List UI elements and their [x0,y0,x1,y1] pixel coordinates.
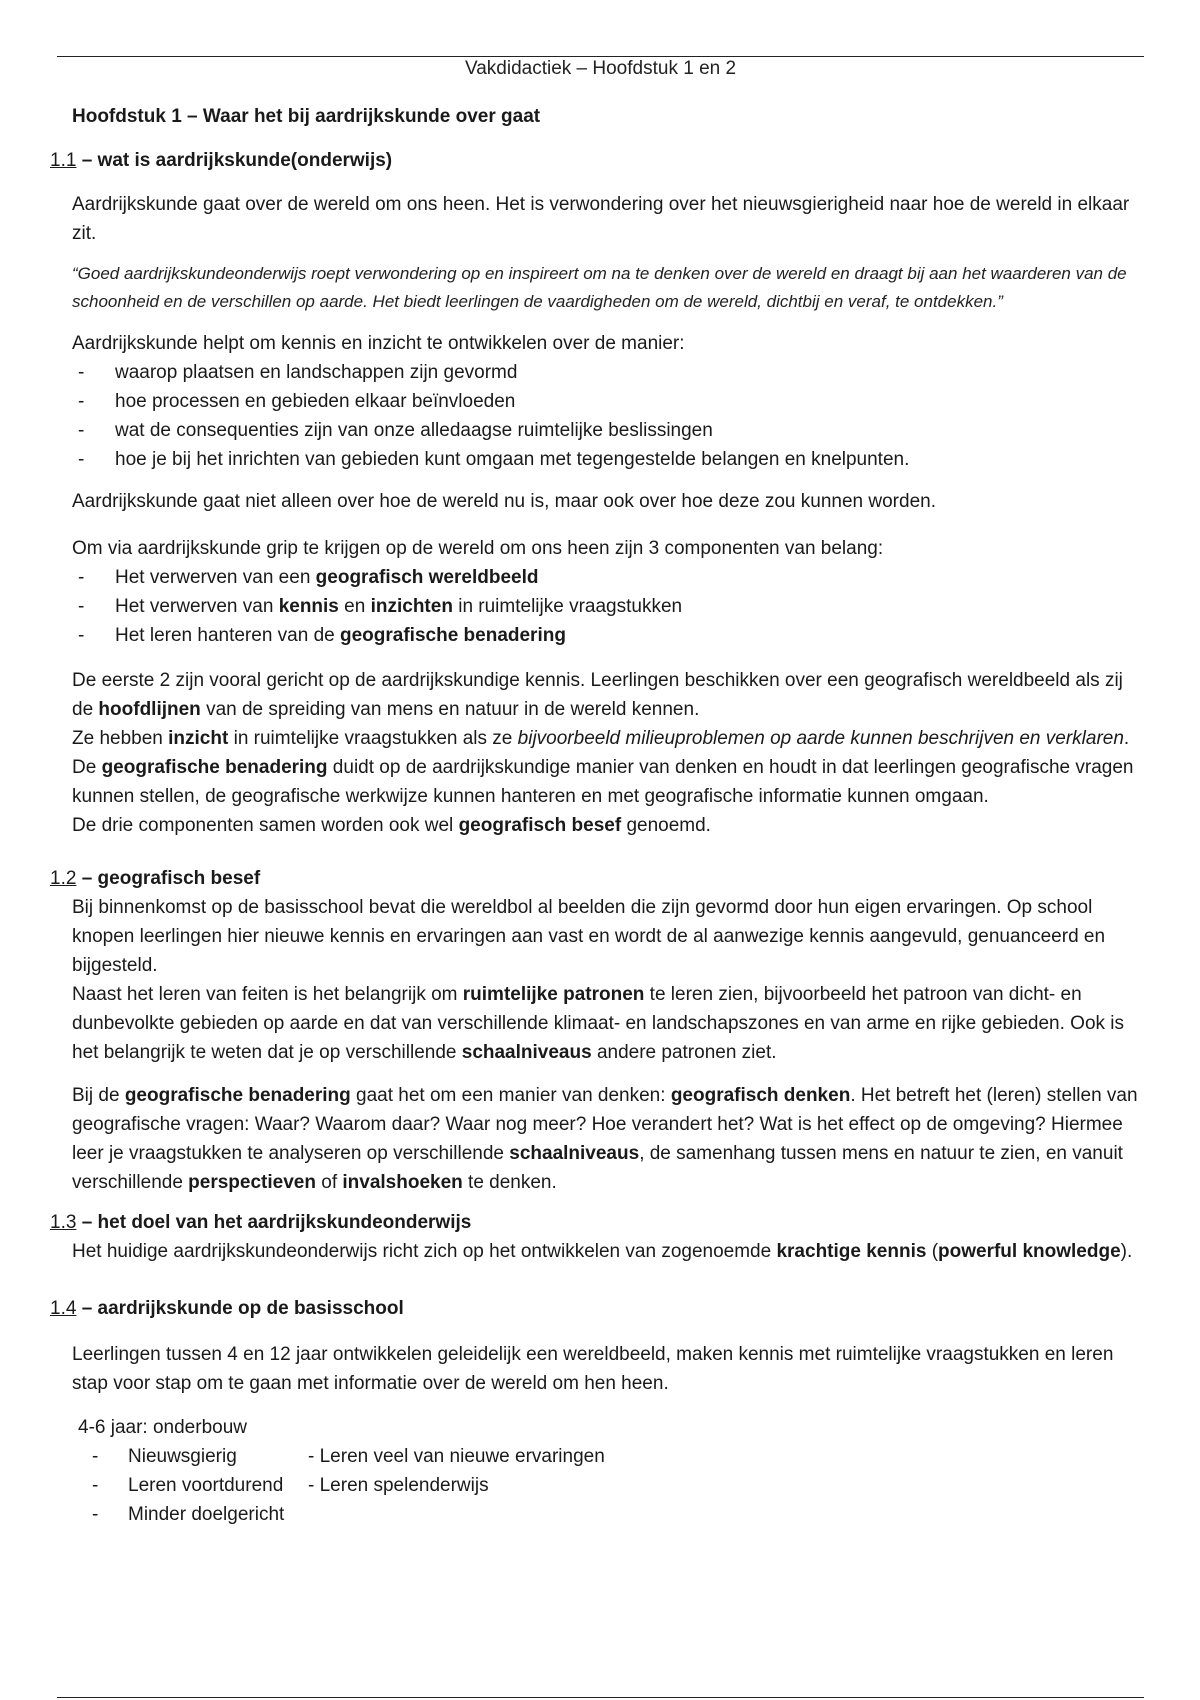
list-item: - Het leren hanteren van de geografische benadering [72,621,1142,650]
paragraph: De drie componenten samen worden ook wel geografisch besef genoemd. [72,815,711,836]
list-item: - wat de consequenties zijn van onze alledaagse ruimtelijke beslissingen [72,416,1142,445]
section-1-2-heading [50,864,1150,893]
list-item: - Leren spelenderwijs [308,1475,489,1496]
section-1-2-body [72,893,1142,1067]
paragraph: Ze hebben inzicht in ruimtelijke vraagstukken als ze bijvoorbeeld milieuproblemen op aarde kunnen beschrijven en verklaren. [72,728,1130,749]
header-rule [57,56,1144,57]
list-item: - Nieuwsgierig [78,1442,308,1471]
list-item: - Leren veel van nieuwe ervaringen [308,1446,605,1467]
paragraph-with-list [72,329,1142,474]
list-item: - Het verwerven van kennis en inzichten in ruimtelijke vraagstukken [72,592,1142,621]
list-item: - Het verwerven van een geografisch wereldbeeld [72,563,1142,592]
section-1-3-heading [50,1208,1150,1237]
section-title: – aardrijkskunde op de basisschool [76,1298,404,1319]
chapter-title: Hoofdstuk 1 – Waar het bij aardrijkskunde over gaat [72,106,541,127]
paragraph: Bij de geografische benadering gaat het om een manier van denken: geografisch denken. Het betreft het (leren) stellen van geografische vragen: Waar? Waarom daar? Waar nog meer? Hoe verandert het? Wat is het effect op de omgeving? Hiermee leer je vraagstukken te analyseren op verschillende schaalniveaus, de samenhang tussen mens en natuur te zien, en vanuit verschillende perspectieven of invalshoeken te denken. [72,1085,1138,1193]
list-item: - hoe je bij het inrichten van gebieden kunt omgaan met tegengestelde belangen en knelpunten. [72,445,1142,474]
list-item: - waarop plaatsen en landschappen zijn gevormd [72,358,1142,387]
paragraph: Aardrijkskunde gaat niet alleen over hoe de wereld nu is, maar ook over hoe deze zou kunnen worden. [72,491,936,512]
explanation-block [72,666,1142,840]
traits-list-secondary [308,1442,605,1529]
paragraph: Aardrijkskunde helpt om kennis en inzicht te ontwikkelen over de manier: [72,333,685,354]
components-block [72,534,1142,650]
paragraph: Leerlingen tussen 4 en 12 jaar ontwikkelen geleidelijk een wereldbeeld, maken kennis met ruimtelijke vraagstukken en leren stap voor stap om te gaan met informatie over de wereld om hen heen. [72,1344,1114,1394]
list-item: - Leren voortdurend [78,1471,308,1500]
section-title: – geografisch besef [76,868,261,889]
paragraph: Bij binnenkomst op de basisschool bevat die wereldbol al beelden die zijn gevormd door hun eigen ervaringen. Op school knopen leerlingen hier nieuwe kennis en ervaringen aan vast en wordt de al aanwezige kennis aangevuld, genuanceerd en bijgesteld. [72,897,1106,976]
age-group-columns [78,1442,1150,1529]
quote: “Goed aardrijkskundeonderwijs roept verwondering op en inspireert om na te denken over de wereld en draagt bij aan het waarderen van de schoonheid en de verschillen op aarde. Het biedt leerlingen de vaardigheden om de wereld, dichtbij en veraf, te ontdekken.” [72,264,1127,311]
section-title: – het doel van het aardrijkskundeonderwijs [76,1212,472,1233]
components-list [72,563,1142,650]
document-body [50,94,1150,1529]
paragraph: De geografische benadering duidt op de aardrijkskundige manier van denken en houdt in dat leerlingen geografische vragen kunnen stellen, de geografische werkwijze kunnen hanteren en met geografische informatie kunnen omgaan. [72,757,1134,807]
paragraph: Aardrijkskunde gaat over de wereld om ons heen. Het is verwondering over het nieuwsgierigheid naar hoe de wereld in elkaar zit. [72,194,1130,244]
age-group-title: 4-6 jaar: onderbouw [78,1417,247,1438]
footer-rule [57,1697,1144,1698]
section-1-1-heading [50,146,1150,175]
section-number: 1.2 [50,868,77,889]
section-number: 1.1 [50,150,77,171]
section-number: 1.4 [50,1298,77,1319]
age-group-block [78,1413,1150,1529]
paragraph: Om via aardrijkskunde grip te krijgen op de wereld om ons heen zijn 3 componenten van belang: [72,538,884,559]
paragraph: Naast het leren van feiten is het belangrijk om ruimtelijke patronen te leren zien, bijvoorbeeld het patroon van dicht- en dunbevolkte gebieden op aarde en dat van verschillende klimaat- en landschapszones en van arme en rijke gebieden. Ook is het belangrijk te weten dat je op verschillende schaalniveaus andere patronen ziet. [72,984,1125,1063]
list-item: - Minder doelgericht [78,1500,308,1529]
paragraph: De eerste 2 zijn vooral gericht op de aardrijkskundige kennis. Leerlingen beschikken over een geografisch wereldbeeld als zij de hoofdlijnen van de spreiding van mens en natuur in de wereld kennen. [72,670,1123,720]
list-item: - hoe processen en gebieden elkaar beïnvloeden [72,387,1142,416]
dash-list [72,358,1142,474]
section-1-4-heading [50,1294,1150,1323]
section-title: – wat is aardrijkskunde(onderwijs) [76,150,393,171]
running-header: Vakdidactiek – Hoofdstuk 1 en 2 [464,58,737,79]
traits-list [78,1442,308,1529]
paragraph: Het huidige aardrijkskundeonderwijs richt zich op het ontwikkelen van zogenoemde krachtige kennis (powerful knowledge). [72,1241,1133,1262]
section-number: 1.3 [50,1212,77,1233]
